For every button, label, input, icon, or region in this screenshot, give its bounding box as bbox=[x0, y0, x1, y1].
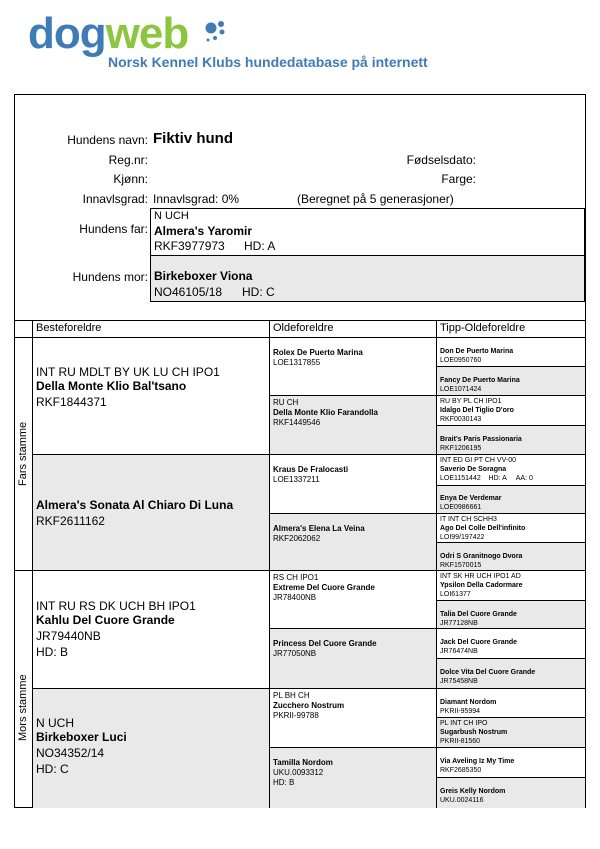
grandparent-name: Almera's Sonata Al Chiaro Di Luna bbox=[36, 498, 234, 512]
gggp-name: Saverio De Soragna bbox=[440, 466, 507, 473]
gggp-reg: PKRII-95994 bbox=[440, 708, 481, 715]
gggp-reg: JR76474NB bbox=[440, 648, 478, 655]
sire-hd: HD: A bbox=[244, 239, 276, 253]
gggp-name: Dolce Vita Del Cuore Grande bbox=[440, 669, 536, 676]
grandparent-reg: RKF1844371 bbox=[36, 395, 107, 409]
gggp-5[interactable] bbox=[436, 454, 585, 485]
gggp-12[interactable] bbox=[436, 658, 585, 688]
sire-side-cell bbox=[15, 337, 32, 570]
gggp-reg: LOI99/197422 bbox=[440, 534, 485, 541]
gggp-titles: RU BY PL CH IPO1 bbox=[440, 398, 502, 405]
gggp-reg: LOE0986661 bbox=[440, 504, 482, 511]
grandparent-titles: N UCH bbox=[36, 716, 74, 730]
gggp-reg: PKRII-81560 bbox=[440, 738, 481, 745]
gggp-10[interactable] bbox=[436, 600, 585, 628]
ggp-reg: LOE1337211 bbox=[273, 475, 320, 484]
gggp-reg: JR77128NB bbox=[440, 620, 478, 627]
great-grandparent-6[interactable] bbox=[269, 628, 436, 688]
gggp-name: Sugarbush Nostrum bbox=[440, 729, 508, 736]
dam-label: Hundens mor: bbox=[72, 270, 148, 284]
logo-wordmark bbox=[28, 10, 188, 58]
great-grandparent-3[interactable] bbox=[269, 454, 436, 513]
sire-titles: N UCH bbox=[154, 210, 189, 222]
gggp-13[interactable] bbox=[436, 688, 585, 717]
ggp-reg: RKF2062062 bbox=[273, 534, 321, 543]
sire-name: Almera's Yaromir bbox=[154, 224, 253, 238]
logo[interactable] bbox=[28, 10, 448, 72]
gggp-3[interactable] bbox=[436, 395, 585, 425]
great-grandparent-7[interactable] bbox=[269, 688, 436, 747]
dam-reg: NO46105/18 bbox=[154, 285, 223, 299]
ggp-titles: PL BH CH bbox=[273, 691, 310, 700]
grandparent-3[interactable] bbox=[32, 570, 269, 688]
great-grandparent-2[interactable] bbox=[269, 395, 436, 454]
gggp-name: Odri S Granitnogo Dvora bbox=[440, 553, 523, 560]
ggp-titles: RS CH IPO1 bbox=[273, 573, 319, 582]
gggp-name: Via Aveling Iz My Time bbox=[440, 758, 515, 765]
gggp-name: Talia Del Cuore Grande bbox=[440, 611, 517, 618]
sire-side-label: Fars stamme bbox=[17, 421, 29, 486]
color-label: Farge: bbox=[441, 172, 476, 186]
ggp-name: Zucchero Nostrum bbox=[273, 701, 345, 710]
gggp-16[interactable] bbox=[436, 777, 585, 808]
grandparent-name: Della Monte Klio Bal'tsano bbox=[36, 379, 187, 393]
ggp-name: Tamilla Nordom bbox=[273, 758, 333, 767]
grandparent-reg: NO34352/14 bbox=[36, 746, 105, 760]
header-great-great-grandparents: Tipp-Oldeforeldre bbox=[436, 320, 585, 337]
gggp-name: Don De Puerto Marina bbox=[440, 348, 514, 355]
ggp-hd: HD: B bbox=[273, 778, 295, 787]
gggp-titles: INT ED GI PT CH VV-00 bbox=[440, 457, 516, 464]
gggp-name: Idalgo Del Tiglio D'oro bbox=[440, 407, 514, 414]
logo-subtitle: Norsk Kennel Klubs hundedatabase på internett bbox=[108, 54, 428, 70]
ggp-name: Della Monte Klio Farandolla bbox=[273, 408, 378, 417]
sire-label: Hundens far: bbox=[79, 222, 148, 236]
gggp-4[interactable] bbox=[436, 425, 585, 454]
inbreeding-value: Innavlsgrad: 0% bbox=[153, 192, 240, 206]
pedigree-table bbox=[15, 320, 585, 808]
gggp-name: Greis Kelly Nordom bbox=[440, 788, 506, 795]
ggp-reg: LOE1317855 bbox=[273, 358, 321, 367]
grandparent-hd: HD: B bbox=[36, 645, 69, 659]
ggp-reg: UKU.0093312 bbox=[273, 768, 324, 777]
gggp-reg: LOI61377 bbox=[440, 591, 471, 598]
great-grandparent-8[interactable] bbox=[269, 747, 436, 808]
gggp-titles: PL INT CH IPO bbox=[440, 720, 488, 727]
ggp-name: Rolex De Puerto Marina bbox=[273, 348, 363, 357]
sex-label: Kjønn: bbox=[113, 172, 148, 186]
ggp-name: Kraus De Fralocasti bbox=[273, 465, 349, 474]
dam-side-label: Mors stamme bbox=[17, 674, 29, 741]
gggp-11[interactable] bbox=[436, 628, 585, 658]
gggp-titles: INT SK HR UCH IPO1 AD bbox=[440, 573, 521, 580]
gggp-name: Ypsilon Della Cadormare bbox=[440, 582, 523, 589]
grandparent-titles: INT RU RS DK UCH BH IPO1 bbox=[36, 599, 196, 613]
ggp-reg: PKRII-99788 bbox=[273, 711, 319, 720]
sire-reg: RKF3977973 bbox=[154, 239, 225, 253]
dam-hd: HD: C bbox=[242, 285, 275, 299]
ggp-name: Almera's Elena La Veina bbox=[273, 524, 365, 533]
gggp-name: Jack Del Cuore Grande bbox=[440, 639, 518, 646]
gggp-name: Brait's Paris Passionaria bbox=[440, 436, 522, 443]
ggp-titles: RU CH bbox=[273, 398, 299, 407]
ggp-reg: JR78400NB bbox=[273, 593, 317, 602]
sire-box[interactable] bbox=[150, 208, 585, 256]
birthdate-label: Fødselsdato: bbox=[406, 153, 476, 167]
inbreeding-label: Innavlsgrad: bbox=[82, 192, 148, 206]
grandparent-1[interactable] bbox=[32, 337, 269, 454]
gggp-name: Diamant Nordom bbox=[440, 699, 497, 706]
ggp-name: Extreme Del Cuore Grande bbox=[273, 583, 375, 592]
gggp-2[interactable] bbox=[436, 366, 585, 395]
gggp-reg: UKU.0024116 bbox=[440, 797, 484, 804]
gggp-reg: RKF2685350 bbox=[440, 767, 482, 774]
gggp-reg: RKF0030143 bbox=[440, 416, 482, 423]
ggp-name: Princess Del Cuore Grande bbox=[273, 639, 377, 648]
gggp-name: Enya De Verdemar bbox=[440, 495, 502, 502]
gggp-14[interactable] bbox=[436, 717, 585, 747]
grandparent-name: Kahlu Del Cuore Grande bbox=[36, 613, 175, 627]
grandparent-2[interactable] bbox=[32, 454, 269, 570]
logo-web: web bbox=[105, 9, 189, 58]
dam-box[interactable] bbox=[150, 256, 585, 302]
header-great-grandparents: Oldeforeldre bbox=[269, 320, 436, 337]
gggp-reg: RKF1206195 bbox=[440, 445, 482, 452]
great-grandparent-5[interactable] bbox=[269, 570, 436, 628]
gggp-extra: HD: A AA: 0 bbox=[488, 475, 533, 482]
grandparent-name: Birkeboxer Luci bbox=[36, 730, 127, 744]
header-spacer bbox=[15, 320, 32, 337]
dam-side-cell bbox=[15, 570, 32, 808]
ggp-reg: RKF1449546 bbox=[273, 418, 321, 427]
great-grandparent-4[interactable] bbox=[269, 513, 436, 570]
grandparent-titles: INT RU MDLT BY UK LU CH IPO1 bbox=[36, 365, 220, 379]
gggp-reg: LOE1071424 bbox=[440, 386, 482, 393]
dog-name: Fiktiv hund bbox=[153, 130, 233, 147]
gggp-1[interactable] bbox=[436, 337, 585, 366]
gggp-reg: JR75458NB bbox=[440, 678, 478, 685]
grandparent-reg: JR79440NB bbox=[36, 629, 101, 643]
gggp-reg: LOE0950760 bbox=[440, 357, 482, 364]
grandparent-hd: HD: C bbox=[36, 762, 69, 776]
gggp-8[interactable] bbox=[436, 542, 585, 570]
gggp-9[interactable] bbox=[436, 570, 585, 600]
header-grandparents: Besteforeldre bbox=[32, 320, 269, 337]
paw-dots-icon bbox=[200, 16, 240, 56]
logo-dog: dog bbox=[28, 9, 106, 58]
gggp-titles: IT INT CH SCHH3 bbox=[440, 516, 497, 523]
gggp-reg: RKF1570015 bbox=[440, 562, 482, 569]
great-grandparent-1[interactable] bbox=[269, 337, 436, 395]
gggp-reg: LOE1151442 bbox=[440, 475, 481, 482]
gggp-6[interactable] bbox=[436, 485, 585, 513]
regnr-label: Reg.nr: bbox=[108, 153, 148, 167]
ggp-reg: JR77050NB bbox=[273, 649, 317, 658]
dam-name: Birkeboxer Viona bbox=[154, 269, 253, 283]
gggp-7[interactable] bbox=[436, 513, 585, 542]
gggp-15[interactable] bbox=[436, 747, 585, 777]
name-label: Hundens navn: bbox=[67, 133, 148, 147]
grandparent-4[interactable] bbox=[32, 688, 269, 808]
gggp-name: Fancy De Puerto Marina bbox=[440, 377, 520, 384]
gggp-name: Ago Del Colle Dell'infinito bbox=[440, 525, 526, 532]
grandparent-reg: RKF2611162 bbox=[36, 514, 105, 528]
inbreeding-note: (Beregnet på 5 generasjoner) bbox=[297, 192, 454, 206]
